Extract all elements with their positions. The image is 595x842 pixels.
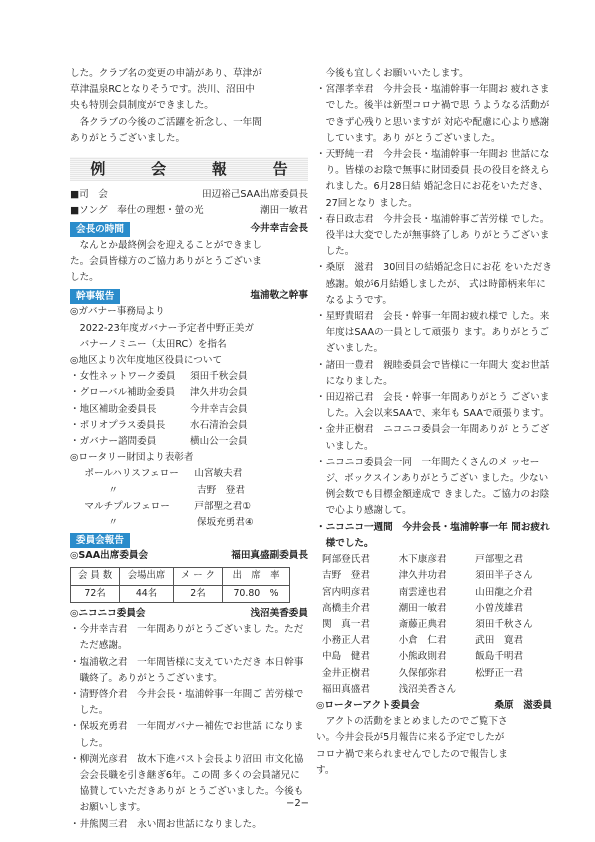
page-number: −2− [285,798,310,809]
rotaract-owner: 桑原 滋委員 [494,699,552,711]
officer-name: 横山公一会員 [190,436,248,448]
text-line: 央も特別会員制度ができました。 [70,100,214,112]
foundation-row [70,466,308,482]
officer-role: ・女性ネットワーク委員 [70,371,176,383]
name-row [322,568,552,584]
text-line: なんとか最終例会を迎えることができまし [79,239,262,251]
foundation-list [70,466,308,531]
intro-text [70,66,308,147]
left-column [70,66,308,833]
award-name: 山宮敏夫君 [194,468,243,480]
text-line: い。今井会長が5月報告に来る予定でしたが [316,732,505,744]
president-owner: 今井幸吉会長 [250,223,308,235]
president-tag: 会長の時間 [70,222,130,237]
name-row [322,633,552,649]
rotaract-header [316,698,552,714]
member-name: 松野正一君 [475,667,524,679]
list-item: ・春日政志君 今井会長・塩浦幹事ご苦労様 でした。役半は大変でしたが無事終了しあ りがとうございました。 [316,213,550,258]
text-line: した。 [70,272,99,284]
list-item: ・田辺裕己君 会長・幹事一年間ありがとう ございました。入会以来SAAで、来年も SAAで頑張ります。 [316,392,550,420]
award: ポールハリスフェロー [84,468,179,480]
member-name: 中島 健君 [322,651,370,663]
name-row [322,601,552,617]
text-line: 草津温泉RCとなりそうです。渋川、沼田中 [70,84,255,96]
foundation-row [70,499,308,515]
table-header: 会 員 数 [71,568,120,585]
list-item: ・諸田一豊君 親睦委員会で皆様に一年間大 変お世話になりました。 [316,359,550,387]
text-line: す。 [316,764,335,776]
saa-owner: 福田真盛副委員長 [231,550,308,562]
officer-row [70,418,308,434]
member-name: 山田龍之介君 [475,586,533,598]
list-item: ・今井幸吉君 一年間ありがとうございまし た。ただただ感謝。 [70,624,304,652]
award-name: 戸部聖之君① [194,500,251,512]
name-grid [316,552,552,698]
text-line: ◎ガバナー事務局より [70,306,165,318]
list-item: ・清野啓介君 今井会長・塩浦幹事一年間ご 苦労様でした。 [70,688,304,717]
member-name: 高橋圭介君 [322,602,370,614]
officer-role: ・ポリオプラス委員長 [70,419,166,431]
member-name: 戸部聖之君 [475,554,524,566]
member-name: 飯島千明君 [475,651,524,663]
member-name: 小熊政則君 [398,651,447,663]
member-name: 吉野 登君 [322,570,370,582]
member-name: 関 真一君 [322,618,370,630]
name-row [322,617,552,633]
section-banner: 例 会 報 告 [70,157,308,181]
role-value: 田辺裕己SAA出席委員長 [201,189,308,201]
officer-name: 水石清治会員 [190,419,248,431]
member-name: 金井正樹君 [322,667,370,679]
committee-header [70,533,308,548]
member-name: 須田半子さん [475,570,533,582]
member-name: 久保郁弥君 [398,667,447,679]
list-item: ・塩浦敬之君 一年間皆様に支えていただき 本日幹事職終了。ありがとうございます。 [70,656,304,684]
officer-role: ・ガバナー諮問委員 [70,436,157,448]
niko-header [70,606,308,622]
award: 〃 [108,517,118,529]
member-name: 浅沼美香さん [398,683,457,695]
attendance-table [70,567,290,602]
role-label: ■ソング 奉仕の理想・螢の光 [70,205,204,217]
text-line: ◎ロータリー財団より表彰者 [70,452,194,464]
officer-row [70,369,308,385]
name-row [322,552,552,568]
text-line: 今後も宜しくお願いいたします。 [325,68,469,79]
list-item: ・ニコニコ委員会一同 一年間たくさんのメ ッセージ、ボックスインありがとうござい ました。少ない例会数でも目標金額達成で きました。ご協力のお陰で心より感謝して。 [316,456,550,517]
officer-list [70,369,308,450]
list-item: ・井熊関三君 永い間お世話になりました。 [70,818,262,830]
table-header: メ ー ク [173,568,222,585]
name-row [322,666,552,682]
member-name: 小務正人君 [322,635,370,647]
list-item: ・星野貴昭君 会長・幹事一年間お疲れ様で した。来年度はSAAの一員として頑張り ます。ありがとうございました。 [316,311,550,355]
member-name: 小倉 仁君 [398,635,447,647]
right-column [316,66,552,779]
name-row [322,682,552,698]
text-line: バナーノミニー（太田RC）を指名 [70,338,227,350]
name-row [322,649,552,665]
officer-name: 今井幸吉会員 [190,403,248,415]
member-name: 津久井功君 [398,570,447,582]
officer-row [70,385,308,401]
officer-row [70,434,308,450]
role-value: 潮田一敏君 [260,205,308,217]
member-name: 阿部登氏君 [322,554,370,566]
secretary-tag: 幹事報告 [70,289,120,304]
member-name: 潮田一敏君 [398,602,447,614]
role-label: ■司 会 [70,189,108,201]
award: 〃 [108,484,118,496]
role-row [70,203,308,219]
rotaract-title: ◎ローターアクト委員会 [316,699,420,711]
list-item: ・桑原 滋君 30回目の結婚記念日にお花 をいただき感謝。娘が6月結婚しましたが、 式は時節柄来年になるようです。 [316,262,552,306]
member-name: 武田 寛君 [475,635,524,647]
role-row [70,187,308,203]
secretary-owner: 塩浦敬之幹事 [250,290,308,302]
list-item: ・宮澤孝幸君 今井会長・塩浦幹事一年間お 疲れさまでした。後半は新型コロナ禍で思 うようなる活動ができず心残りと思いますが 対応や配慮に心より感謝しています。あり がとうございました。 [316,84,550,144]
award: マルチプルフェロー [84,500,170,512]
member-name: 木下康彦君 [398,554,447,566]
member-name: 宮内明彦君 [322,586,370,598]
table-row [71,585,290,602]
text-line: アクトの活動をまとめましたのでご覧下さ [325,716,508,728]
text-line: 2022-23年度ガバナー予定者中野正美ガ [70,322,254,334]
list-item: ・金井正樹君 ニコニコ委員会一年間ありが とうございました。 [316,424,550,452]
saa-title: ◎SAA出席委員会 [70,550,149,562]
member-name: 福田真盛君 [322,683,370,695]
member-name [475,682,552,698]
foundation-row [70,515,308,531]
member-name: 斎藤正典君 [398,618,447,630]
member-name: 須田千秋さん [475,618,533,630]
text-line: した。クラブ名の変更の申請があり、草津が [70,68,262,79]
text-line: 各クラブの今後のご活躍を祈念し、一年間 [79,116,262,128]
niko-owner: 浅沼美香委員 [250,607,308,619]
table-cell: 72名 [71,585,120,602]
list-item: ・柳渕光彦君 故木下進パスト会長より沼田 市文化協会会長職を引き継ぎ6年。この間 多くの会員諸兄に協賛していただきありが とうございました。今後もお願いします。 [70,753,304,814]
table-cell: 2名 [173,585,222,602]
table-header: 会場出席 [120,568,174,585]
member-name: 小曽茂雄君 [475,602,524,614]
award-name: 保坂充勇君④ [197,517,254,529]
foundation-row [70,483,308,499]
officer-row [70,402,308,418]
award-name: 吉野 登君 [197,484,245,496]
text-line: た。会員皆様方のご協力ありがとうございま [70,255,262,267]
officer-role: ・グローバル補助金委員 [70,387,176,399]
weekly-heading: ・ニコニコ一週間 今井会長・塩浦幹事一年 間お疲れ様でした。 [316,521,550,549]
committee-tag: 委員会報告 [70,533,130,548]
officer-name: 須田千秋会員 [190,371,248,383]
saa-header [70,548,308,564]
table-header-row [71,568,290,585]
member-name: 南雲達也君 [398,586,447,598]
text-line: ありがとうございました。 [70,132,186,144]
text-line: コロナ禍で来られませんでしたので報告しま [316,748,508,760]
list-item: ・天野純一君 今井会長・塩浦幹事一年間お 世話になり。皆様のお陰で無事に財団委員 長の役目を終えられました。6月28日結 婚記念日にお花をいただき、27回となり ました。 [316,149,550,209]
table-cell: 44名 [120,585,174,602]
secretary-header [70,288,308,304]
name-row [322,585,552,601]
table-header: 出 席 率 [223,568,290,585]
niko-title: ◎ニコニコ委員会 [70,607,146,619]
list-item: ・保坂充勇君 一年間ガバナー補佐でお世話 になりました。 [70,721,304,749]
officer-name: 津久井功会員 [190,387,248,399]
president-header [70,221,308,237]
text-line: ◎地区より次年度地区役員について [70,355,223,367]
table-cell: 70.80 % [223,585,290,602]
officer-role: ・地区補助金委員長 [70,403,157,415]
